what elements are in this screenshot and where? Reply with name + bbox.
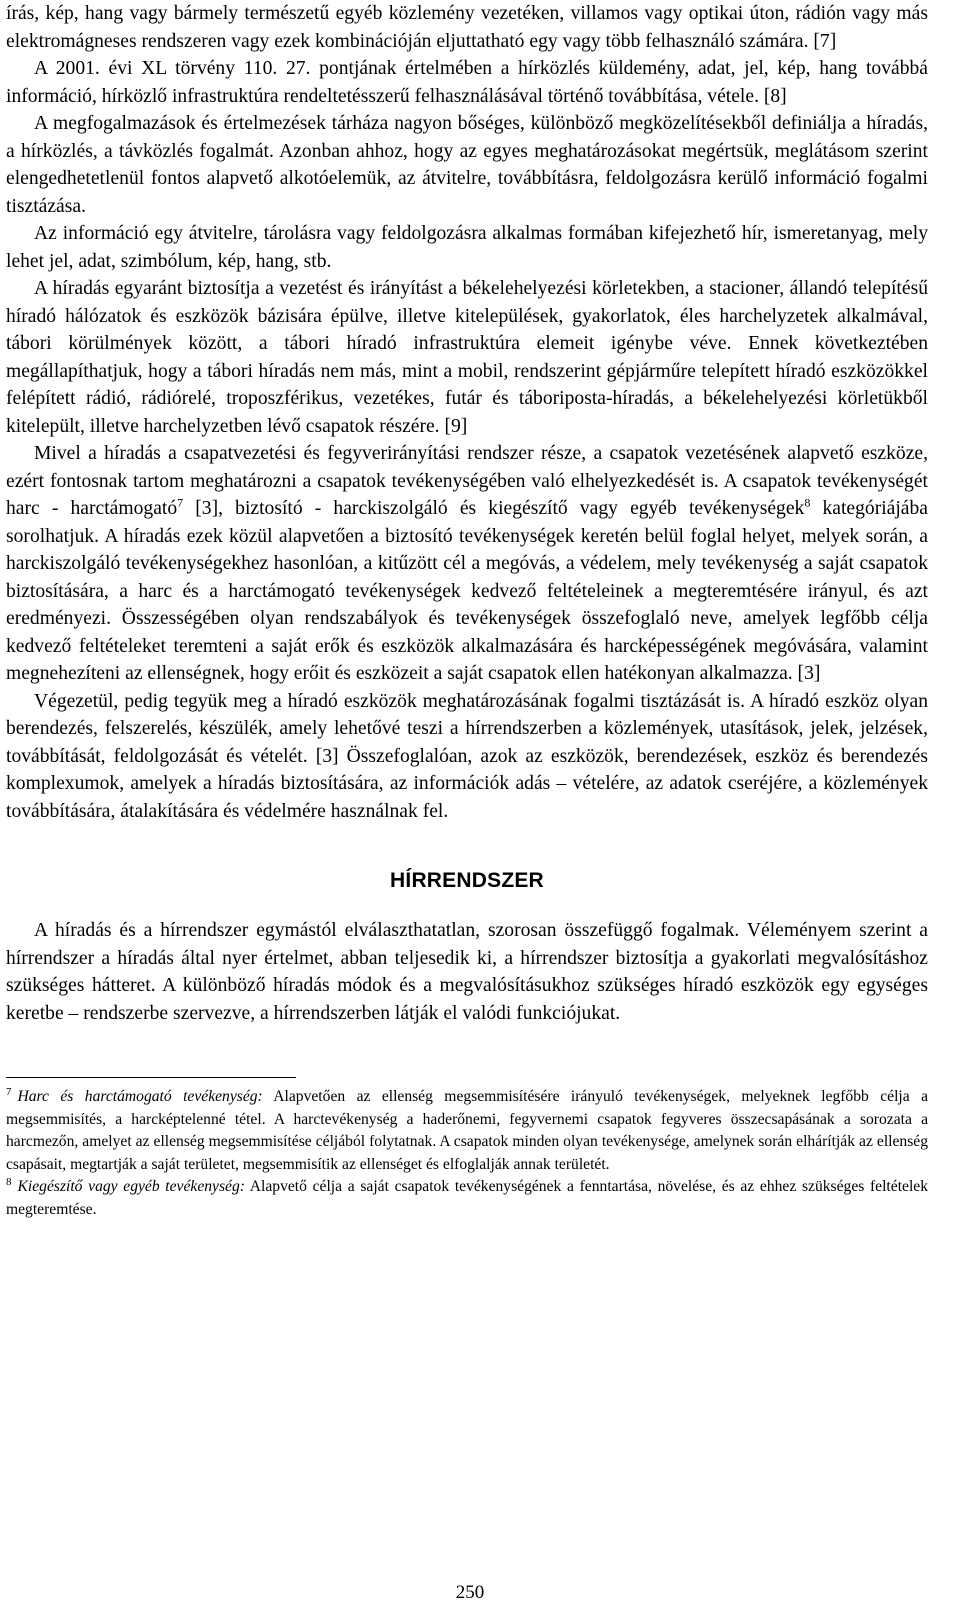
footnote-8: [6, 1176, 928, 1221]
section-heading: HÍRRENDSZER: [390, 869, 544, 892]
paragraph-activities-part-c: kategóriájába sorolhatjuk. A híradás ezek közül alapvetően a biztosító tevékenységek keretén belül foglal helyet, melyek során, a harckiszolgáló tevékenységekhez hasonlóan, a kitűzött cél a megóvás, a védelem, mely tevékenység a saját csapatok biztosítására, a harc és a harctámogató tevékenységek kedvező feltételeinek a megteremtésére irányul, és azt eredményezi. Összességében olyan rendszabályok és tevékenységek összefoglaló neve, amelyek legfőbb célja kedvező feltételeket teremteni a saját erők és eszközök alkalmazására és harcképességének megóvására, valamint megnehezíteni az ellenségnek, hogy erőit és eszközeit a saját csapatok ellen hatékonyan alkalmazza. [3]: [6, 498, 928, 684]
footnote-term: Harc és harctámogató tevékenység:: [17, 1088, 263, 1105]
paragraph-continued: írás, kép, hang vagy bármely természetű egyéb közlemény vezetéken, villamos vagy optikai úton, rádión vagy más elektromágneses rendszeren vagy ezek kombinációján eljuttatható egy vagy több felhasználó számára. [7]: [6, 3, 928, 52]
footnote-ref-7: 7: [177, 495, 184, 510]
paragraph-definitions: A megfogalmazások és értelmezések tárháza nagyon bőséges, különböző megközelítésekből definiálja a híradás, a hírközlés, a távközlés fogalmát. Azonban ahhoz, hogy az egyes meghatározásokat megértsük, meglátásom szerint elengedhetetlenül fontos alapvető alkotóelemük, az átvitelre, továbbításra, feldolgozásra kerülő információ fogalmi tisztázása.: [6, 113, 928, 217]
footnote-term: Kiegészítő vagy egyéb tevékenység:: [17, 1178, 245, 1195]
paragraph-law-definition: A 2001. évi XL törvény 110. 27. pontjának értelmében a hírközlés küldemény, adat, jel, kép, hang továbbá információ, hírközlő infrastruktúra rendeltetésszerű felhasználásával történő továbbítása, vétele. [8]: [6, 58, 928, 107]
paragraph-activities-part-b: [3], biztosító - harckiszolgáló és kiegészítő vagy egyéb tevékenységek: [183, 498, 805, 519]
footnote-divider: [6, 1077, 296, 1078]
footnote-number: 8: [6, 1175, 12, 1188]
paragraph-activities-part-a: Mivel a híradás a csapatvezetési és fegyverirányítási rendszer része, a csapatok vezetésének alapvető eszköze, ezért fontosnak tartom meghatározni a csapatok tevékenységében való elhelyezkedését is. A csapatok tevékenységét harc - harctámogató: [6, 443, 928, 519]
paragraph-information: Az információ egy átvitelre, tárolásra vagy feldolgozásra alkalmas formában kifejezhető hír, ismeretanyag, mely lehet jel, adat, szimbólum, kép, hang, stb.: [6, 223, 928, 272]
paragraph-equipment: Végezetül, pedig tegyük meg a híradó eszközök meghatározásának fogalmi tisztázását is. A híradó eszköz olyan berendezés, felszerelés, készülék, amely lehetővé teszi a hírrendszerben a közlemények, utasítások, jelek, jelzések, továbbítását, feldolgozását és vételét. [3] Összefoglalóan, azok az eszközök, berendezések, eszköz és berendezés komplexumok, amelyek a híradás biztosítására, az információk adás – vételére, az adatok cseréjére, a közlemények továbbítására, átalakítására és védelmére használnak fel.: [6, 690, 928, 822]
page-number: 250: [455, 1582, 485, 1603]
footnote-text: Alapvető célja a saját csapatok tevékenységének a fenntartása, növelése, és az ehhez szükséges feltételek megteremtése.: [6, 1178, 928, 1218]
document-page: [6, 0, 928, 1221]
paragraph-network-system: A híradás és a hírrendszer egymástól elválaszthatatlan, szorosan összefüggő fogalmak. Véleményem szerint a hírrendszer a híradás által nyer értelmet, abban teljesedik ki, a hírrendszer biztosítja a gyakorlati megvalósításhoz szükséges hátteret. A különböző híradás módok és a megvalósításukhoz szükséges híradó eszközök egy egységes keretbe – rendszerbe szervezve, a hírrendszerben látják el valódi funkciójukat.: [6, 920, 928, 1024]
paragraph-activities: [6, 440, 928, 688]
footnote-text: Alapvetően az ellenség megsemmisítésére irányuló tevékenységek, melyeknek legfőbb célja a megsemmisítés, a harcképtelenné tétel. A harctevékenység a haderőnemi, fegyvernemi csapatok fegyveres összecsapásának a sorozata a harcmezőn, amelyet az ellenség megsemmisítése céljából folytatnak. A csapatok minden olyan tevékenysége, amelynek során elhárítják az ellenség csapásait, megtartják a saját területet, megsemmisítik az ellenséget és elfoglalják annak területét.: [6, 1088, 928, 1173]
footnote-number: 7: [6, 1085, 12, 1098]
footnote-7: [6, 1086, 928, 1176]
footnote-ref-8: 8: [804, 495, 811, 510]
paragraph-field-communications: A híradás egyaránt biztosítja a vezetést és irányítást a békelehelyezési körletekben, a stacioner, állandó telepítésű híradó hálózatok és eszközök bázisára épülve, illetve kitelepülések, gyakorlatok, éles harchelyzetek alkalmával, tábori körülmények között, a tábori híradó infrastruktúra elemeit igénybe véve. Ennek következtében megállapíthatjuk, hogy a tábori híradás nem más, mint a mobil, rendszerint gépjárműre telepített híradó eszközökkel felépített rádió, rádiórelé, troposzférikus, vezetékes, futár és táboriposta-híradás, a békelehelyezési körletükből kitelepült, illetve harchelyzetben lévő csapatok részére. [9]: [6, 278, 928, 437]
